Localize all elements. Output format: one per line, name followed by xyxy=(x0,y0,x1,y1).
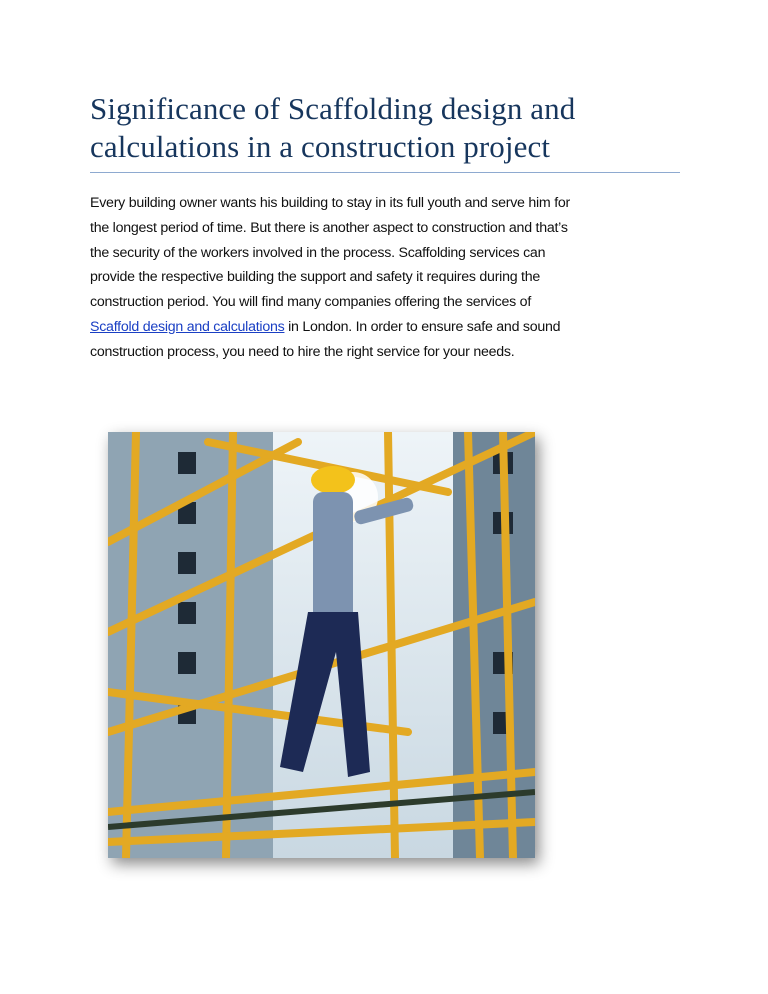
document-title xyxy=(90,90,690,166)
title-line: calculations in a construction project xyxy=(90,129,551,164)
scaffold-design-link[interactable]: Scaffold design and calculations xyxy=(90,318,285,335)
paragraph-line: construction process, you need to hire the right service for your needs. xyxy=(90,343,515,360)
paragraph-line: construction period. You will find many companies offering the services of xyxy=(90,294,532,311)
paragraph-line: Every building owner wants his building to stay in its full youth and serve him for xyxy=(90,195,571,211)
title-line: Significance of Scaffolding design and xyxy=(90,91,576,126)
paragraph-line: the longest period of time. But there is another aspect to construction and that’s xyxy=(90,219,568,236)
paragraph-line xyxy=(90,315,570,340)
paragraph-line: the security of the workers involved in the process. Scaffolding services can xyxy=(90,244,546,261)
title-underline-rule xyxy=(90,172,680,173)
body-paragraph xyxy=(90,191,570,365)
scaffolding-worker-photo xyxy=(108,432,535,858)
paragraph-line: provide the respective building the support and safety it requires during the xyxy=(90,269,541,286)
paragraph-text: in London. In order to ensure safe and sound xyxy=(284,318,561,335)
